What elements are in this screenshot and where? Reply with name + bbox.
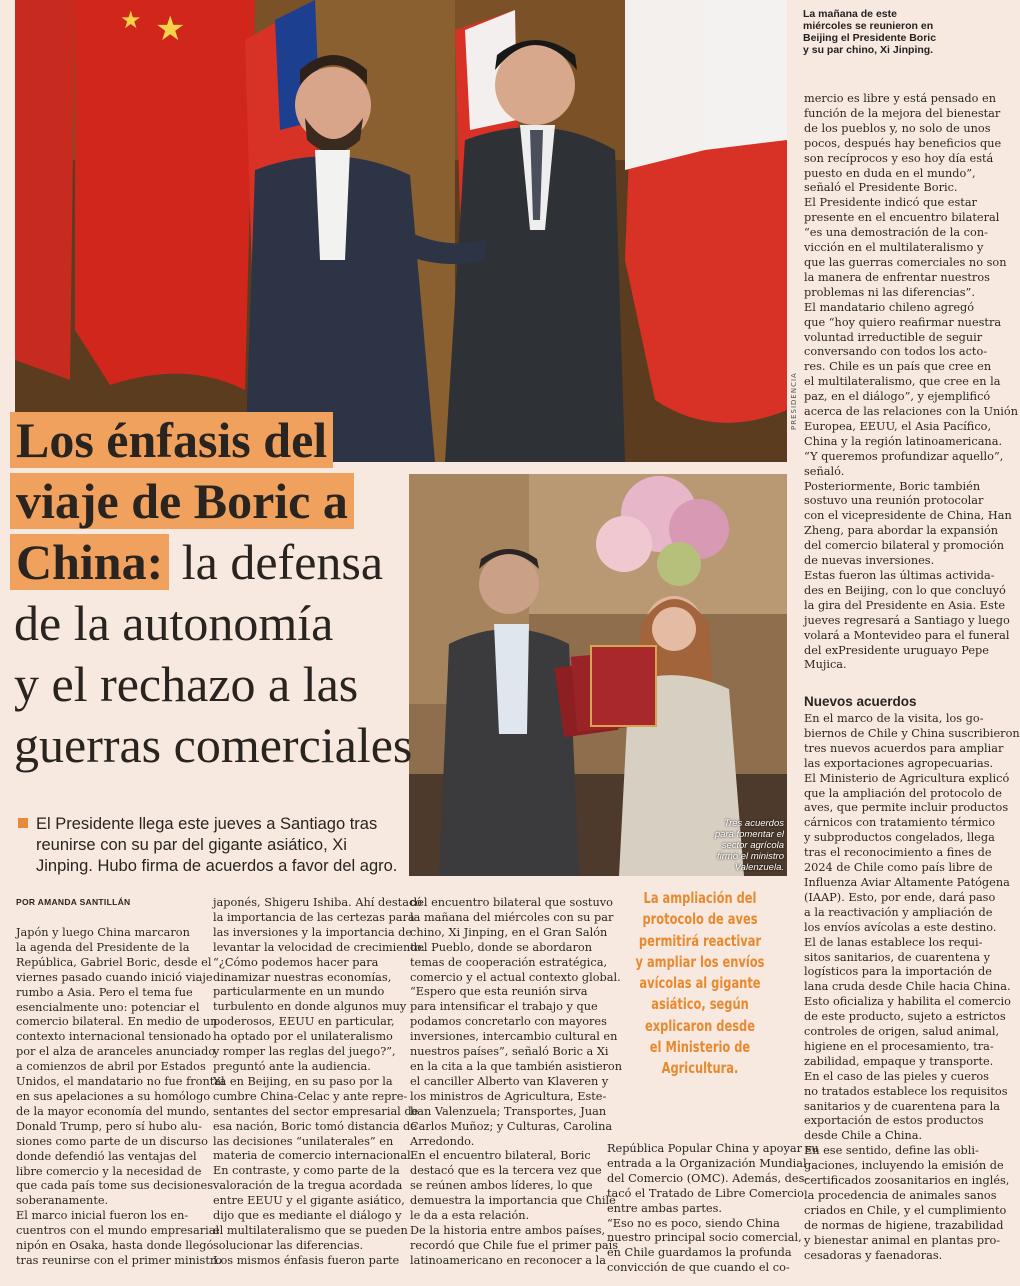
text-line: zabilidad, empaque y transporte. [804,1054,994,1068]
text-line: exportación de estos productos [804,1114,984,1128]
text-line: 2024 de Chile como país libre de [804,861,993,875]
text-line: El de lanas establece los requi- [804,935,983,949]
text-line: Unidos, el mandatario no fue frontal [16,1075,225,1089]
text-line: conversando con todos los acto- [804,345,988,359]
headline-line [14,410,484,471]
text-line: los envíos avícolas a este destino. [804,920,997,934]
text-line: las inversiones y la importancia de [213,925,413,939]
deck-line [18,814,408,835]
text-line: nuestro principal socio comercial, [607,1231,802,1245]
body-column-5-continued [804,712,1020,1264]
text-line: con el vicepresidente de China, Han [804,509,1012,523]
text-line: donde defendió las ventajas del [16,1149,197,1163]
headline-rest: la defensa [169,534,384,590]
body-column-5 [804,92,1018,673]
text-line: viernes pasado cuando inició viaje [16,970,213,984]
text-line: El Ministerio de Agricultura explicó [804,771,1010,785]
deck-text: El Presidente llega este jueves a Santiago tras [36,815,378,833]
caption-line: para fomentar el [714,829,784,840]
text-line: El mandatario chileno agregó [804,300,975,314]
text-line: temas de cooperación estratégica, [410,955,608,969]
text-line: que la ampliación del protocolo de [804,786,1002,800]
text-line: sitos sanitarios, de cuarentena y [804,950,991,964]
text-line: República, Gabriel Boric, desde el [16,955,212,969]
text-line: dinamizar nuestras economías, [213,970,392,984]
pull-quote-line: y ampliar los envíos [635,952,765,971]
caption-line: Beijing el Presidente Boric [803,32,937,44]
pull-quote-line: Agricultura. [661,1059,739,1078]
text-line: turbulento en donde algunos muy [213,1000,407,1014]
text-line: En el encuentro bilateral, Boric [410,1149,591,1163]
text-line: vicción en el multilateralismo y [804,241,984,255]
text-line: por el alza de aranceles anunciado [16,1045,216,1059]
text-line: inversiones, intercambio cultural en [410,1030,618,1044]
pull-quote-line: protocolo de aves [642,910,758,929]
text-line: libre comercio y la necesidad de [16,1164,202,1178]
text-line: Influenza Aviar Altamente Patógena [804,875,1010,889]
text-line: ha optado por el unilateralismo [213,1030,393,1044]
text-line: latinoamericano en reconocer a la [410,1253,606,1267]
text-line: aves, que permite incluir productos [804,801,1009,815]
text-line: el multilateralismo, que cree en la [804,375,1001,389]
photo-caption-bottom [668,818,784,873]
text-line: cárnicos con tratamiento térmico [804,816,996,830]
text-line: problemas ni las diferencias”. [804,285,975,299]
text-line: y bienestar animal en plantas pro- [804,1233,1001,1247]
text-line: que las guerras comerciales no son [804,255,1007,269]
text-line: tres nuevos acuerdos para ampliar [804,741,1004,755]
text-line: cumbre China-Celac y ante repre- [213,1089,408,1103]
headline-line: de la autonomía [14,595,334,651]
main-photo [15,0,787,462]
pull-quote-line: avícolas al gigante [639,974,761,993]
text-line: del exPresidente uruguayo Pepe [804,643,989,657]
text-line: Donald Trump, pero sí hubo alu- [16,1119,202,1133]
text-line: lana cruda desde Chile hacia China. [804,980,1011,994]
headline-highlight: China: [10,534,169,590]
text-line: dijo que es mediante el diálogo y [213,1209,402,1223]
deck-line: Jinping. Hubo firma de acuerdos a favor del agro. [36,857,398,875]
text-line: paz, en el diálogo”, y ejemplificó [804,390,991,404]
text-line: convicción de que cuando el co- [607,1261,790,1275]
caption-line: firmó el ministro [716,851,784,862]
text-line: “Espero que esta reunión sirva [410,985,588,999]
photo-caption-top [803,8,993,56]
text-line: levantar la velocidad de crecimiento. [213,940,425,954]
text-line: (IAAP). Esto, por ende, dará paso [804,890,996,904]
caption-line: La mañana de este [803,8,897,20]
text-line: chino, Xi Jinping, en el Gran Salón [410,925,608,939]
text-line: Los mismos énfasis fueron parte [213,1253,400,1267]
text-line: soberanamente. [16,1194,109,1208]
text-line: el canciller Alberto van Klaveren y [410,1074,609,1088]
text-line: En contraste, y como parte de la [213,1164,400,1178]
text-line: solucionar las diferencias. [213,1238,364,1252]
text-line: demuestra la importancia que Chile [410,1194,616,1208]
text-line: Estas fueron las últimas activida- [804,569,995,582]
svg-text:★: ★ [120,6,142,34]
text-line: De la historia entre ambos países, [410,1223,606,1237]
text-line: destacó que es la tercera vez que [410,1164,602,1178]
main-photo-illustration [15,0,787,462]
body-column-3 [410,896,622,1269]
text-line: las decisiones “unilaterales” en [213,1134,394,1148]
text-line: que cada país tome sus decisiones [16,1179,213,1193]
text-line: jueves regresará a Santiago y luego [804,613,1010,627]
byline: POR AMANDA SANTILLÁN [16,897,131,907]
text-line: logísticos para la importación de [804,965,992,979]
text-line: materia de comercio internacional. [213,1149,415,1163]
text-line: podamos concretarlo con mayores [410,1015,607,1029]
text-line: puesto en duda en el mundo”, [804,166,976,180]
text-line: tacó el Tratado de Libre Comercio [607,1186,804,1200]
text-line: cuentros con el mundo empresarial [16,1224,220,1238]
text-line: señaló. [804,464,845,478]
svg-text:★: ★ [155,9,186,49]
text-line: las exportaciones agropecuarias. [804,756,994,770]
caption-line: y su par chino, Xi Jinping. [803,44,934,56]
text-line: criados en Chile, y el cumplimiento [804,1203,1007,1217]
text-line: de nuevas inversiones. [804,554,935,568]
text-line: en sus apelaciones a su homólogo [16,1089,211,1103]
body-column-2 [213,896,425,1269]
headline [14,410,484,776]
text-line: El Presidente indicó que estar [804,196,977,210]
text-line: sentantes del sector empresarial de [213,1104,419,1118]
text-line: la gira del Presidente en Asia. Este [804,598,1006,612]
headline-highlight: Los énfasis del [10,412,333,468]
text-line: “¿Cómo podemos hacer para [213,955,379,969]
text-line: de los pueblos y, no solo de unos [804,121,991,135]
text-line: del comercio bilateral y promoción [804,539,1005,553]
text-line: la importancia de las certezas para [213,910,415,924]
text-line: entrada a la Organización Mundial [607,1156,807,1170]
text-line: función de la mejora del bienestar [804,106,1001,120]
text-line: particularmente en un mundo [213,985,385,999]
text-line: tras reunirse con el primer ministro [16,1253,223,1267]
text-line: del encuentro bilateral que sostuvo [410,896,613,909]
text-line: no tratados establece los requisitos [804,1084,1008,1098]
text-line: la manera de enfrentar nuestros [804,270,990,284]
text-line: el multilateralismo que se pueden [213,1223,408,1237]
text-line: a la reactivación y ampliación de [804,905,993,919]
caption-line: Tres acuerdos [723,818,784,829]
text-line: entre EEUU y el gigante asiático, [213,1194,405,1208]
text-line: los ministros de Agricultura, Este- [410,1089,607,1103]
text-line: contexto internacional tensionado [16,1030,212,1044]
text-line: comercio y el actual contexto global. [410,970,621,984]
text-line: esencialmente uno: potenciar el [16,1000,200,1014]
text-line: El marco inicial fueron los en- [16,1209,189,1223]
text-line: En el caso de las pieles y cueros [804,1069,989,1083]
text-line: rumbo a Asia. Pero el tema fue [16,985,193,999]
text-line: poderosos, EEUU en particular, [213,1015,395,1029]
text-line: de normas de higiene, trazabilidad [804,1218,1004,1232]
text-line: a comienzos de abril por Estados [16,1060,206,1074]
text-line: En el marco de la visita, los go- [804,712,984,725]
caption-line: Valenzuela. [734,862,784,873]
text-line: en la cita a la que también asistieron [410,1059,622,1073]
text-line: de la mayor economía del mundo, [16,1104,210,1118]
headline-line: y el rechazo a las [14,656,359,712]
text-line: para intensificar el trabajo y que [410,1000,598,1014]
text-line: se reúnen ambos líderes, lo que [410,1179,593,1193]
pull-quote-line: explicaron desde [645,1016,755,1035]
text-line: y subproductos congelados, llega [804,831,995,845]
text-line: sanitarios y de cuarentena para la [804,1099,1000,1113]
body-column-4 [607,1142,819,1276]
text-line: le da a esta relación. [410,1209,530,1223]
text-line: higiene en el procesamiento, tra- [804,1039,994,1053]
pull-quote-line: La ampliación del [643,889,757,907]
text-line: Zheng, para abordar la expansión [804,524,999,538]
deck-line: reunirse con su par del gigante asiático, Xi [36,836,347,854]
text-line: pocos, después hay beneficios que [804,136,1002,150]
text-line: gaciones, incluyendo la emisión de [804,1159,1004,1173]
text-line: controles de origen, salud animal, [804,1025,1000,1039]
text-line: japonés, Shigeru Ishiba. Ahí destacó [213,896,423,909]
text-line: “Y queremos profundizar aquello”, [804,449,1004,463]
text-line: China y la región latinoamericana. [804,434,1003,448]
text-line: entre ambas partes. [607,1201,722,1215]
text-line: presente en el encuentro bilateral [804,211,1000,225]
pull-quote-line: permitirá reactivar [638,931,762,950]
pull-quote-line: asiático, según [651,995,749,1014]
text-line: recordó que Chile fue el primer país [410,1238,619,1252]
text-line: En ese sentido, define las obli- [804,1144,979,1158]
text-line: señaló el Presidente Boric. [804,181,958,195]
text-line: sostuvo una reunión protocolar [804,494,984,508]
photo-credit: PRESIDENCIA [790,372,798,430]
text-line: mercio es libre y está pensado en [804,92,996,105]
caption-line: miércoles se reunieron en [803,20,934,32]
text-line: Europea, EEUU, el Asia Pacífico, [804,419,992,433]
text-line: y romper las reglas del juego?”, [213,1045,396,1059]
headline-line [14,471,484,532]
headline-highlight: viaje de Boric a [10,473,354,529]
deck [18,814,408,877]
subhead: Nuevos acuerdos [804,694,917,709]
headline-line: guerras comerciales [14,717,413,773]
text-line: de este producto, sujeto a estrictos [804,1010,1006,1024]
text-line: certificados zoosanitarios en inglés, [804,1174,1010,1188]
pull-quote [618,888,782,1080]
text-line: Arredondo. [410,1134,475,1148]
text-line: esa nación, Boric tomó distancia de [213,1119,417,1133]
text-line: ban Valenzuela; Transportes, Juan [410,1104,607,1118]
text-line: Ya en Beijing, en su paso por la [213,1074,393,1088]
text-line: biernos de Chile y China suscribieron [804,726,1020,740]
text-line: del Pueblo, donde se abordaron [410,940,593,954]
bullet-square-icon [18,818,28,828]
text-line: la agenda del Presidente de la [16,940,190,954]
text-line: res. Chile es un país que cree en [804,360,992,374]
text-line: que “hoy quiero reafirmar nuestra [804,315,1002,329]
text-line: desde Chile a China. [804,1129,923,1143]
text-line: Mujica. [804,658,847,672]
text-line: “es una demostración de la con- [804,226,988,240]
text-line: comercio bilateral. En medio de un [16,1015,218,1029]
text-line: nuestros países”, señaló Boric a Xi [410,1045,609,1059]
text-line: Posteriormente, Boric también [804,479,981,493]
text-line: Japón y luego China marcaron [16,926,190,939]
text-line: volará a Montevideo para el funeral [804,628,1010,642]
text-line: son recíprocos y eso hoy día está [804,151,994,165]
text-line: des en Beijing, con lo que concluyó [804,583,1006,597]
text-line: Carlos Muñoz; y Culturas, Carolina [410,1119,613,1133]
text-line: República Popular China y apoyar su [607,1142,819,1155]
text-line: siones como parte de un discurso [16,1134,208,1148]
text-line: “Eso no es poco, siendo China [607,1216,780,1230]
text-line: voluntad irreductible de seguir [804,330,983,344]
caption-line: sector agrícola [721,840,784,851]
text-line: preguntó ante la audiencia. [213,1059,371,1073]
headline-line [14,532,484,593]
text-line: del Comercio (OMC). Además, des- [607,1171,809,1185]
body-column-1 [16,926,225,1269]
text-line: acerca de las relaciones con la Unión [804,405,1018,419]
text-line: en Chile guardamos la profunda [607,1246,792,1260]
text-line: valoración de la tregua acordada [213,1179,403,1193]
text-line: cesadoras y faenadoras. [804,1248,943,1262]
text-line: la procedencia de animales sanos [804,1189,997,1202]
text-line: la mañana del miércoles con su par [410,910,614,924]
pull-quote-line: el Ministerio de [649,1038,751,1057]
text-line: Esto oficializa y habilita el comercio [804,995,1011,1009]
text-line: nipón en Osaka, hasta donde llegó [16,1239,214,1253]
text-line: tras el reconocimiento a fines de [804,846,992,860]
